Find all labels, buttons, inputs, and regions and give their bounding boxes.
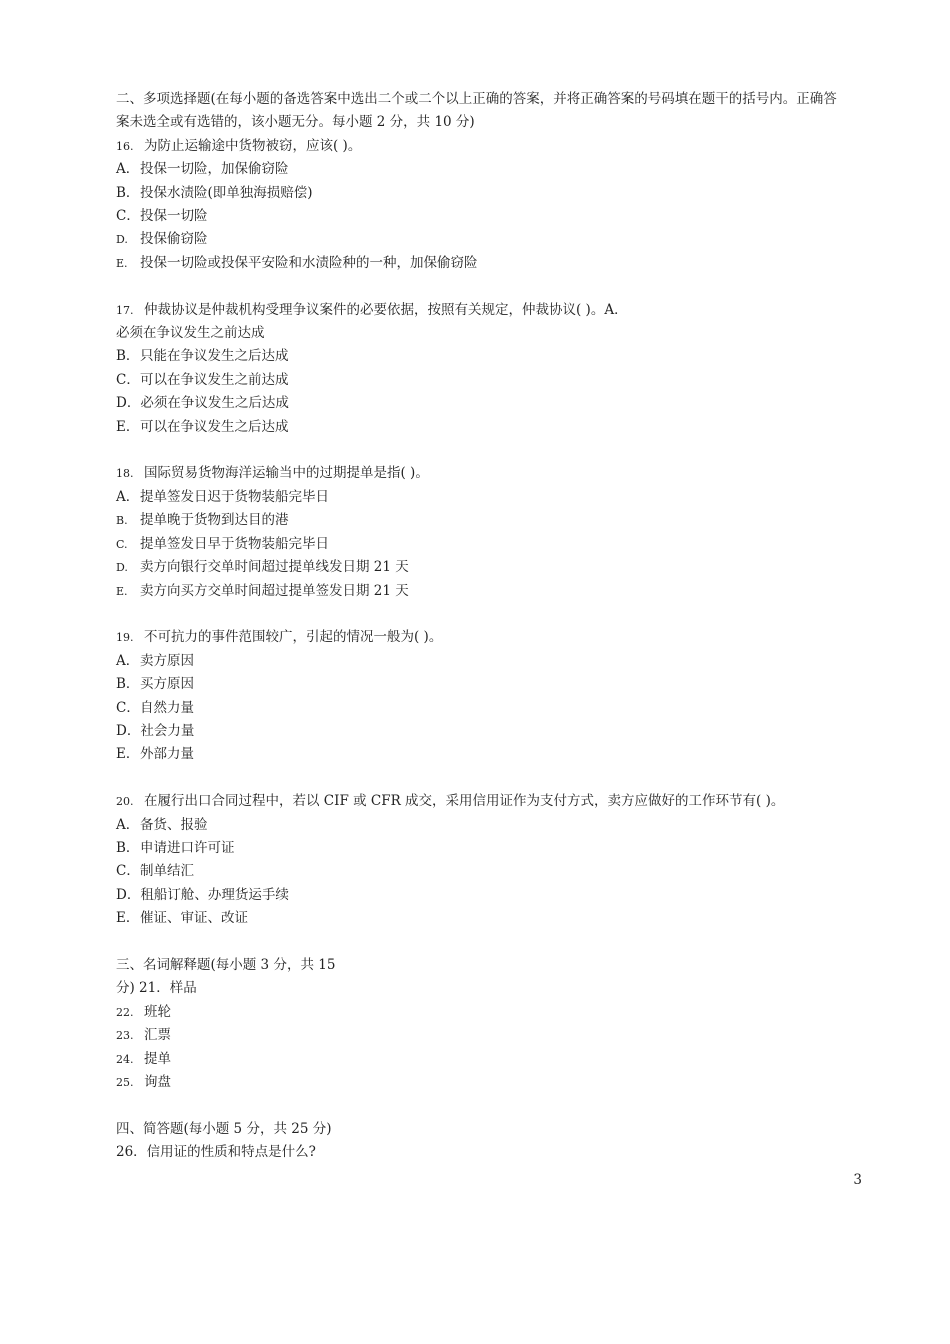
question-text: 国际贸易货物海洋运输当中的过期提单是指( )。	[144, 465, 429, 482]
document-page	[116, 88, 876, 1165]
section-3-header-line-1: 三、名词解释题(每小题 3 分，共 15	[116, 956, 336, 973]
spacer	[116, 275, 876, 298]
q19-option-b: B．买方原因	[116, 676, 194, 693]
question-number: 18.	[116, 467, 134, 481]
spacer	[116, 439, 876, 462]
spacer	[116, 1094, 876, 1117]
question-19-stem	[116, 626, 876, 649]
question-16-stem	[116, 135, 876, 158]
q19-option-a: A．卖方原因	[116, 652, 194, 669]
q18-option-a: A．提单签发日迟于货物装船完毕日	[116, 488, 329, 505]
q18-option-b: B. 提单晚于货物到达目的港	[116, 512, 289, 529]
question-text: 不可抗力的事件范围较广，引起的情况一般为( )。	[144, 629, 443, 646]
q16-option-a: A．投保一切险，加保偷窃险	[116, 161, 289, 178]
q18-option-e: E. 卖方向买方交单时间超过提单签发日期 21 天	[116, 582, 409, 599]
section-2-header-line-2: 案未选全或有选错的，该小题无分。每小题 2 分，共 10 分)	[116, 114, 475, 131]
q16-option-c: C．投保一切险	[116, 208, 208, 225]
q19-option-c: C．自然力量	[116, 699, 194, 716]
q16-option-e: E. 投保一切险或投保平安险和水渍险种的一种，加保偷窃险	[116, 254, 478, 271]
q16-option-d: D. 投保偷窃险	[116, 231, 208, 248]
question-number: 20.	[116, 795, 134, 809]
question-26: 26．信用证的性质和特点是什么?	[116, 1144, 316, 1161]
question-17-stem	[116, 299, 876, 322]
section-3-header-line-2: 分) 21．样品	[116, 980, 197, 997]
spacer	[116, 767, 876, 790]
q20-option-b: B．申请进口许可证	[116, 839, 235, 856]
q17-option-c: C．可以在争议发生之前达成	[116, 371, 289, 388]
question-20-stem	[116, 790, 876, 813]
spacer	[116, 931, 876, 954]
q17-option-d: D．必须在争议发生之后达成	[116, 395, 289, 412]
q18-option-d: D. 卖方向银行交单时间超过提单线发日期 21 天	[116, 559, 409, 576]
spacer	[116, 603, 876, 626]
question-number: 17.	[116, 303, 134, 317]
q20-option-a: A．备货、报验	[116, 816, 208, 833]
section-2-header-line-1: 二、多项选择题(在每小题的备选答案中选出二个或二个以上正确的答案，并将正确答案的号码填在题干的括号内。正确答	[116, 91, 837, 107]
q18-option-c: C. 提单签发日早于货物装船完毕日	[116, 535, 329, 552]
term-24: 24. 提单	[116, 1050, 171, 1067]
q17-option-a: 必须在争议发生之前达成	[116, 325, 265, 342]
q17-option-b: B．只能在争议发生之后达成	[116, 348, 289, 365]
q20-option-d: D．租船订舱、办理货运手续	[116, 886, 289, 903]
page-number: 3	[853, 1172, 862, 1188]
q20-option-c: C．制单结汇	[116, 863, 194, 880]
question-number: 19.	[116, 631, 134, 645]
question-text: 仲裁协议是仲裁机构受理争议案件的必要依据，按照有关规定，仲裁协议( )。A．	[144, 301, 628, 318]
section-4-header: 四、简答题(每小题 5 分，共 25 分)	[116, 1120, 332, 1137]
question-number: 16.	[116, 139, 134, 153]
q17-option-e: E．可以在争议发生之后达成	[116, 418, 289, 435]
term-23: 23. 汇票	[116, 1027, 171, 1044]
term-25: 25. 询盘	[116, 1073, 171, 1090]
q19-option-e: E．外部力量	[116, 746, 194, 763]
question-text: 在履行出口合同过程中，若以 CIF 或 CFR 成交，采用信用证作为支付方式，卖方应做好的工作环节有( )。	[144, 793, 785, 810]
question-18-stem	[116, 462, 876, 485]
term-22: 22. 班轮	[116, 1003, 171, 1020]
q19-option-d: D．社会力量	[116, 722, 195, 739]
question-text: 为防止运输途中货物被窃，应该( )。	[144, 137, 362, 154]
q16-option-b: B．投保水渍险(即单独海损赔偿)	[116, 184, 313, 201]
q20-option-e: E．催证、审证、改证	[116, 910, 248, 927]
